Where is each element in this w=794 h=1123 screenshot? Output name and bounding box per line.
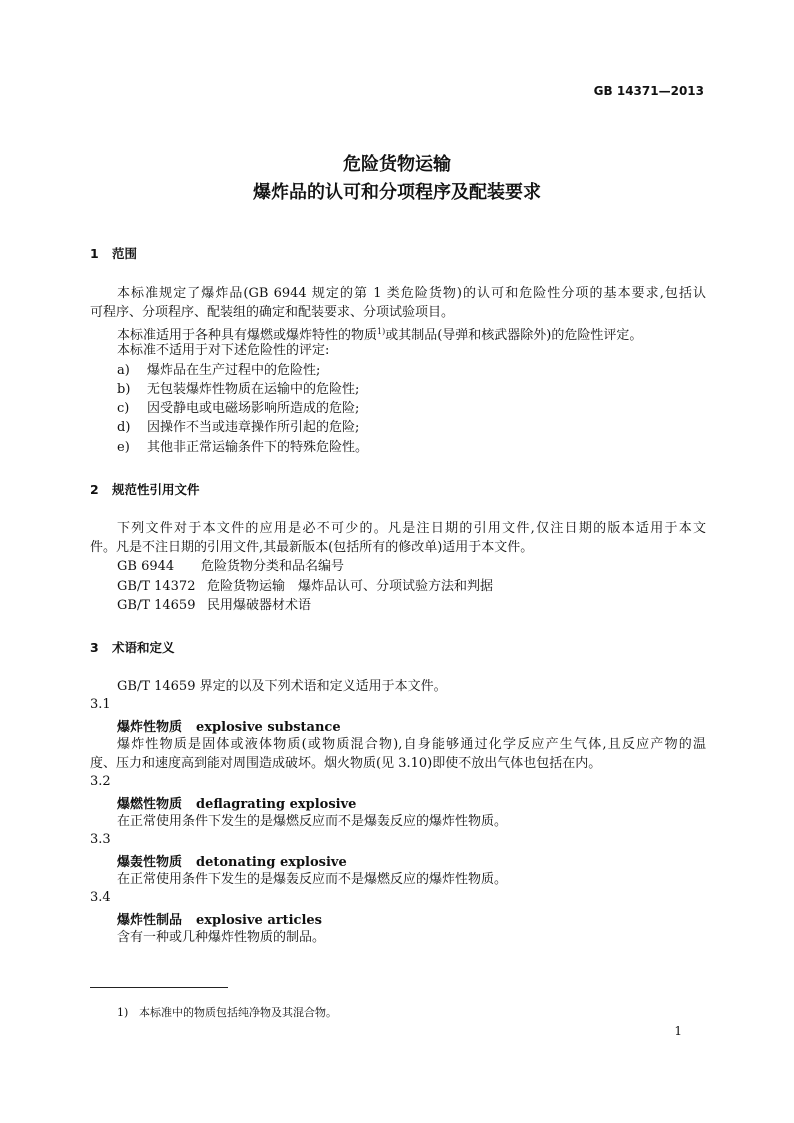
list-text: 因操作不当或违章操作所引起的危险; (147, 420, 360, 435)
definition-line: 含有一种或几种爆炸性物质的制品。 (117, 930, 326, 945)
list-label: c) (117, 401, 130, 416)
term-heading (117, 909, 322, 928)
section-number: 2 (90, 482, 99, 497)
reference-item (117, 557, 344, 576)
document-title-line2: 爆炸品的认可和分项程序及配装要求 (253, 182, 541, 203)
list-text: 爆炸品在生产过程中的危险性; (147, 363, 321, 378)
paragraph-text: 本标准适用于各种具有爆燃或爆炸特性的物质 (117, 328, 378, 343)
paragraph-intro: GB/T 14659 界定的以及下列术语和定义适用于本文件。 (117, 679, 447, 694)
list-label: a) (117, 363, 130, 378)
footnote (117, 1004, 337, 1020)
term-heading (117, 716, 341, 735)
definition-line: 在正常使用条件下发生的是爆燃反应而不是爆轰反应的爆炸性物质。 (117, 814, 508, 829)
term-heading (117, 793, 356, 812)
footnote-label: 1) (117, 1006, 129, 1019)
paragraph-scope-exclusions: 本标准不适用于对下述危险性的评定: (117, 343, 330, 358)
section-2-heading (90, 480, 200, 498)
paragraph-line: 下列文件对于本文件的应用是必不可少的。凡是注日期的引用文件,仅注日期的版本适用于本文 (117, 521, 706, 536)
list-label: b) (117, 382, 131, 397)
standard-code: GB 14371—2013 (593, 84, 704, 98)
section-1-heading (90, 244, 137, 262)
term-zh: 爆炸性制品 (117, 913, 183, 928)
paragraph-line: 本标准规定了爆炸品(GB 6944 规定的第 1 类危险货物)的认可和危险性分项的基本要求,包括认 (117, 286, 706, 301)
term-en: deflagrating explosive (196, 797, 357, 812)
reference-item (117, 577, 493, 596)
section-number: 3 (90, 640, 99, 655)
section-title: 术语和定义 (112, 640, 175, 655)
clause-number: 3.3 (90, 832, 111, 847)
section-number: 1 (90, 246, 99, 261)
section-title: 规范性引用文件 (112, 482, 200, 497)
list-label: d) (117, 420, 131, 435)
definition-line: 爆炸性物质是固体或液体物质(或物质混合物),自身能够通过化学反应产生气体,且反应产物的温 (117, 737, 706, 752)
term-zh: 爆炸性物质 (117, 720, 183, 735)
reference-title: 民用爆破器材术语 (207, 598, 312, 613)
term-zh: 爆燃性物质 (117, 797, 183, 812)
document-title-line1: 危险货物运输 (343, 154, 451, 175)
clause-number: 3.1 (90, 697, 111, 712)
term-en: detonating explosive (196, 855, 347, 870)
paragraph-line: 可程序、分项程序、配装组的确定和配装要求、分项试验项目。 (90, 305, 455, 320)
footnote-text: 本标准中的物质包括纯净物及其混合物。 (139, 1006, 337, 1019)
list-label: e) (117, 440, 130, 455)
term-en: explosive articles (196, 913, 323, 928)
list-text: 无包装爆炸性物质在运输中的危险性; (147, 382, 360, 397)
term-zh: 爆轰性物质 (117, 855, 183, 870)
term-en: explosive substance (196, 720, 341, 735)
list-item (117, 438, 368, 457)
reference-code: GB/T 14372 (117, 579, 196, 594)
list-item (117, 418, 359, 437)
footnote-marker: 1) (377, 327, 386, 336)
term-heading (117, 851, 347, 870)
list-text: 因受静电或电磁场影响所造成的危险; (147, 401, 360, 416)
reference-code: GB 6944 (117, 559, 175, 574)
list-item (117, 399, 359, 418)
list-item (117, 380, 359, 399)
reference-code: GB/T 14659 (117, 598, 196, 613)
definition-line: 在正常使用条件下发生的是爆轰反应而不是爆燃反应的爆炸性物质。 (117, 872, 508, 887)
clause-number: 3.4 (90, 890, 111, 905)
clause-number: 3.2 (90, 774, 111, 789)
page-number: 1 (674, 1024, 682, 1038)
list-item (117, 361, 320, 380)
section-3-heading (90, 638, 175, 656)
definition-line: 度、压力和速度高到能对周围造成破坏。烟火物质(见 3.10)即使不放出气体也包括在内。 (90, 756, 602, 771)
reference-item (117, 596, 311, 615)
list-text: 其他非正常运输条件下的特殊危险性。 (147, 440, 369, 455)
reference-title: 危险货物运输 爆炸品认可、分项试验方法和判据 (207, 579, 494, 594)
reference-title: 危险货物分类和品名编号 (201, 559, 345, 574)
paragraph-text: 或其制品(导弹和核武器除外)的危险性评定。 (385, 328, 643, 343)
section-title: 范围 (112, 246, 138, 261)
footnote-divider (90, 987, 228, 988)
paragraph-line: 件。凡是不注日期的引用文件,其最新版本(包括所有的修改单)适用于本文件。 (90, 540, 534, 555)
